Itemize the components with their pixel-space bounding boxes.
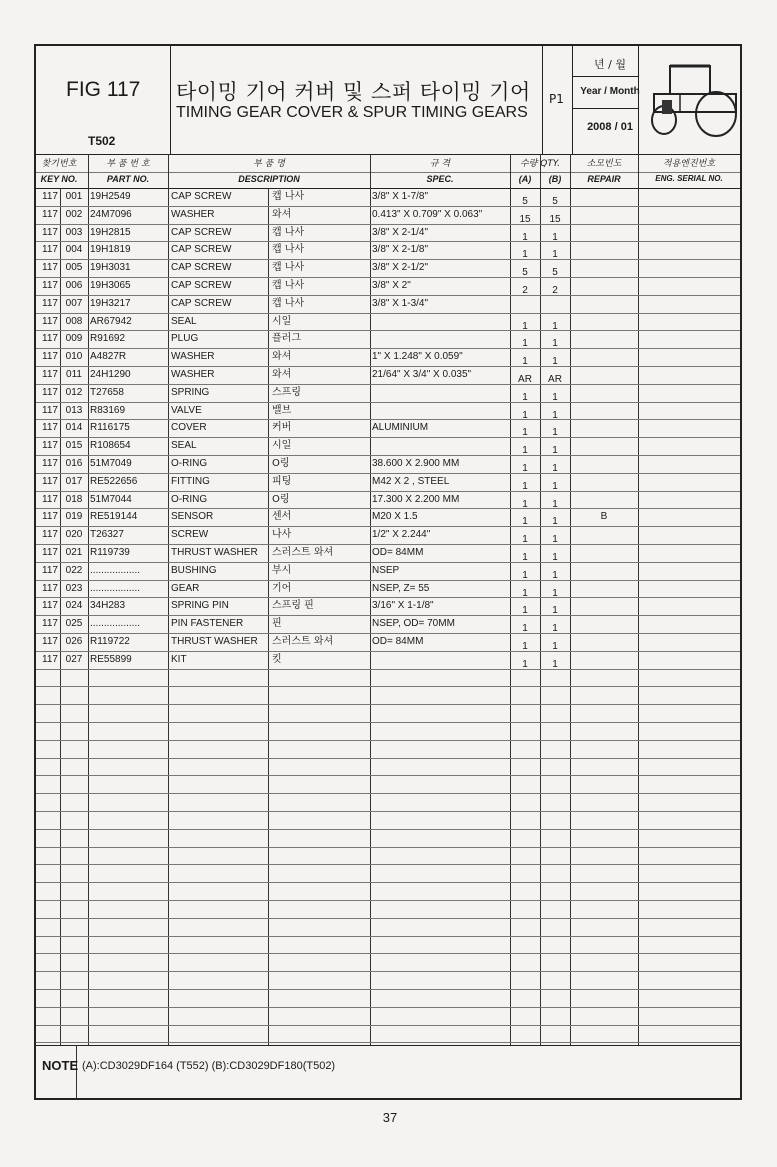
- key-cell: 002: [65, 209, 83, 220]
- key-cell: 017: [65, 476, 83, 487]
- description-cell: O-RING: [171, 494, 208, 505]
- page-code: P1: [549, 92, 564, 106]
- key-cell: 009: [65, 333, 83, 344]
- fig-cell: 117: [42, 547, 58, 558]
- qty-b-cell: 5: [552, 267, 558, 278]
- qty-a-cell: 1: [522, 499, 528, 510]
- qty-a-cell: 1: [522, 588, 528, 599]
- description-ko-cell: O링: [272, 494, 290, 505]
- col-spec-ko: 규 격: [429, 159, 451, 169]
- spec-cell: 3/8" X 2-1/8": [372, 244, 429, 255]
- spec-cell: 38.600 X 2.900 MM: [372, 458, 460, 469]
- description-cell: FITTING: [171, 476, 210, 487]
- row-divider: [36, 1025, 740, 1026]
- fig-cell: 117: [42, 262, 58, 273]
- description-cell: SEAL: [171, 440, 197, 451]
- col-serial: ENG. SERIAL NO.: [655, 174, 723, 183]
- row-divider: [36, 864, 740, 865]
- qty-b-cell: 1: [552, 499, 558, 510]
- qty-b-cell: 1: [552, 605, 558, 616]
- spec-cell: 1" X 1.248" X 0.059": [372, 351, 463, 362]
- part-no-cell: T26327: [90, 529, 124, 540]
- description-ko-cell: 캡 나사: [272, 244, 305, 255]
- qty-a-cell: AR: [518, 374, 532, 385]
- qty-a-cell: 1: [522, 516, 528, 527]
- description-ko-cell: 캡 나사: [272, 280, 305, 291]
- column-divider: [570, 154, 571, 1045]
- title-english: TIMING GEAR COVER & SPUR TIMING GEARS: [176, 104, 528, 121]
- note-label: NOTE: [42, 1058, 79, 1073]
- part-no-cell: 19H3217: [90, 298, 131, 309]
- spec-cell: 21/64" X 3/4" X 0.035": [372, 369, 472, 380]
- description-cell: THRUST WASHER: [171, 547, 258, 558]
- description-cell: KIT: [171, 654, 187, 665]
- row-divider: [36, 1042, 740, 1043]
- part-no-cell: R116175: [90, 422, 130, 433]
- fig-cell: 117: [42, 298, 58, 309]
- fig-cell: 117: [42, 440, 58, 451]
- column-divider: [370, 154, 371, 1045]
- description-cell: COVER: [171, 422, 207, 433]
- qty-b-cell: 1: [552, 392, 558, 403]
- spec-cell: 3/8" X 2-1/4": [372, 227, 429, 238]
- description-cell: GEAR: [171, 583, 200, 594]
- row-divider: [36, 918, 740, 919]
- part-no-cell: 19H1819: [90, 244, 131, 255]
- part-no-cell: 51M7049: [90, 458, 132, 469]
- qty-a-cell: 1: [522, 410, 528, 421]
- description-cell: VALVE: [171, 405, 202, 416]
- spec-cell: OD= 84MM: [372, 636, 424, 647]
- fig-cell: 117: [42, 333, 58, 344]
- column-divider: [88, 154, 89, 1045]
- row-divider: [36, 989, 740, 990]
- fig-cell: 117: [42, 636, 58, 647]
- description-ko-cell: 와셔: [272, 209, 292, 220]
- description-ko-cell: 플러그: [272, 333, 301, 344]
- part-no-cell: ..................: [90, 583, 141, 594]
- col-part-ko: 부 품 번 호: [106, 159, 150, 169]
- qty-a-cell: 1: [522, 481, 528, 492]
- part-no-cell: 19H3065: [90, 280, 131, 291]
- part-no-cell: AR67942: [90, 316, 132, 327]
- description-ko-cell: 캡 나사: [272, 227, 305, 238]
- description-cell: PLUG: [171, 333, 199, 344]
- qty-b-cell: 5: [552, 196, 558, 207]
- qty-b-cell: 1: [552, 338, 558, 349]
- fig-cell: 117: [42, 654, 58, 665]
- description-ko-cell: 캡 나사: [272, 262, 305, 273]
- description-cell: WASHER: [171, 209, 215, 220]
- description-cell: WASHER: [171, 369, 215, 380]
- description-cell: CAP SCREW: [171, 191, 232, 202]
- qty-b-cell: 1: [552, 481, 558, 492]
- spec-cell: M20 X 1.5: [372, 511, 418, 522]
- part-no-cell: R91692: [90, 333, 126, 344]
- spec-cell: 1/2" X 2.244": [372, 529, 431, 540]
- key-cell: 020: [65, 529, 83, 540]
- row-divider: [36, 829, 740, 830]
- part-no-cell: 51M7044: [90, 494, 132, 505]
- qty-a-cell: 15: [519, 214, 531, 225]
- key-cell: 008: [65, 316, 83, 327]
- qty-b-cell: 1: [552, 623, 558, 634]
- qty-a-cell: 1: [522, 338, 528, 349]
- key-cell: 025: [65, 618, 83, 629]
- row-divider: [36, 704, 740, 705]
- qty-a-cell: 1: [522, 623, 528, 634]
- spec-cell: 3/16" X 1-1/8": [372, 600, 434, 611]
- description-ko-cell: 시일: [272, 316, 292, 327]
- fig-cell: 117: [42, 583, 58, 594]
- description-ko-cell: 나사: [272, 529, 292, 540]
- part-no-cell: 19H3031: [90, 262, 131, 273]
- qty-a-cell: 1: [522, 534, 528, 545]
- fig-cell: 117: [42, 369, 58, 380]
- tractor-icon: [640, 54, 740, 144]
- qty-a-cell: 1: [522, 392, 528, 403]
- description-ko-cell: 센서: [272, 511, 292, 522]
- key-cell: 021: [65, 547, 83, 558]
- note-text: (A):CD3029DF164 (T552) (B):CD3029DF180(T502): [82, 1060, 336, 1072]
- year-month-value: 2008 / 01: [587, 121, 633, 133]
- figure-number: FIG 117: [66, 78, 141, 101]
- qty-b-cell: AR: [548, 374, 562, 385]
- qty-a-cell: 1: [522, 445, 528, 456]
- fig-cell: 117: [42, 494, 58, 505]
- part-no-cell: 19H2549: [90, 191, 131, 202]
- spec-cell: 3/8" X 1-7/8": [372, 191, 429, 202]
- description-ko-cell: 와셔: [272, 369, 292, 380]
- qty-a-cell: 2: [522, 285, 528, 296]
- qty-a-cell: 1: [522, 356, 528, 367]
- spec-cell: M42 X 2 , STEEL: [372, 476, 450, 487]
- description-cell: SENSOR: [171, 511, 214, 522]
- fig-cell: 117: [42, 227, 58, 238]
- part-no-cell: T27658: [90, 387, 124, 398]
- row-divider: [36, 900, 740, 901]
- qty-b-cell: 1: [552, 249, 558, 260]
- fig-cell: 117: [42, 565, 58, 576]
- col-spec: SPEC.: [426, 174, 454, 184]
- spec-cell: 3/8" X 1-3/4": [372, 298, 429, 309]
- description-ko-cell: 스프링 핀: [272, 600, 314, 611]
- key-cell: 013: [65, 405, 83, 416]
- column-divider: [168, 154, 169, 1045]
- col-key-ko: 찾기번호: [41, 159, 77, 169]
- qty-a-cell: 5: [522, 267, 528, 278]
- fig-cell: 117: [42, 422, 58, 433]
- qty-b-cell: 1: [552, 570, 558, 581]
- key-cell: 016: [65, 458, 83, 469]
- row-divider: [36, 758, 740, 759]
- fig-cell: 117: [42, 280, 58, 291]
- key-cell: 004: [65, 244, 83, 255]
- repair-cell: B: [600, 511, 608, 522]
- key-cell: 014: [65, 422, 83, 433]
- spec-cell: 3/8" X 2": [372, 280, 411, 291]
- spec-cell: 3/8" X 2-1/2": [372, 262, 429, 273]
- fig-cell: 117: [42, 618, 58, 629]
- description-ko-cell: 스러스트 와셔: [272, 636, 334, 647]
- fig-cell: 117: [42, 529, 58, 540]
- description-ko-cell: 캡 나사: [272, 191, 305, 202]
- spec-cell: NSEP, OD= 70MM: [372, 618, 455, 629]
- col-serial-ko: 적용엔진번호: [662, 159, 716, 169]
- qty-b-cell: 1: [552, 427, 558, 438]
- description-ko-cell: 핀: [272, 618, 282, 629]
- key-cell: 019: [65, 511, 83, 522]
- description-cell: THRUST WASHER: [171, 636, 258, 647]
- column-divider: [268, 188, 269, 1045]
- fig-cell: 117: [42, 244, 58, 255]
- spec-cell: NSEP: [372, 565, 400, 576]
- row-divider: [36, 1007, 740, 1008]
- description-ko-cell: 시일: [272, 440, 292, 451]
- description-ko-cell: 스러스트 와셔: [272, 547, 334, 558]
- col-desc-ko: 부 품 명: [253, 159, 285, 169]
- qty-b-cell: 1: [552, 356, 558, 367]
- qty-b-cell: 1: [552, 232, 558, 243]
- key-cell: 006: [65, 280, 83, 291]
- row-divider: [36, 740, 740, 741]
- year-month-label: Year / Month: [580, 86, 640, 97]
- col-desc: DESCRIPTION: [238, 174, 300, 184]
- fig-cell: 117: [42, 405, 58, 416]
- part-no-cell: R83169: [90, 405, 126, 416]
- qty-a-cell: 1: [522, 641, 528, 652]
- model-code: T502: [88, 134, 116, 148]
- description-cell: SCREW: [171, 529, 209, 540]
- qty-b-cell: 1: [552, 516, 558, 527]
- description-cell: WASHER: [171, 351, 215, 362]
- description-ko-cell: 캡 나사: [272, 298, 305, 309]
- qty-b-cell: 1: [552, 410, 558, 421]
- description-ko-cell: 커버: [272, 422, 292, 433]
- part-no-cell: 19H2815: [90, 227, 131, 238]
- row-divider: [36, 793, 740, 794]
- row-divider: [36, 775, 740, 776]
- key-cell: 026: [65, 636, 83, 647]
- qty-a-cell: 1: [522, 232, 528, 243]
- column-divider: [638, 154, 639, 1045]
- row-divider: [36, 686, 740, 687]
- col-qty-b: (B): [548, 174, 562, 184]
- fig-cell: 117: [42, 209, 58, 220]
- qty-a-cell: 1: [522, 552, 528, 563]
- description-ko-cell: 부시: [272, 565, 292, 576]
- col-repair: REPAIR: [587, 174, 621, 184]
- part-no-cell: RE55899: [90, 654, 132, 665]
- spec-cell: ALUMINIUM: [372, 422, 429, 433]
- qty-a-cell: 1: [522, 605, 528, 616]
- qty-a-cell: 1: [522, 427, 528, 438]
- key-cell: 015: [65, 440, 83, 451]
- qty-a-cell: 5: [522, 196, 528, 207]
- description-cell: CAP SCREW: [171, 244, 232, 255]
- description-cell: SPRING: [171, 387, 210, 398]
- part-no-cell: ..................: [90, 565, 141, 576]
- part-no-cell: R119739: [90, 547, 130, 558]
- qty-a-cell: 1: [522, 249, 528, 260]
- key-cell: 003: [65, 227, 83, 238]
- description-cell: SEAL: [171, 316, 197, 327]
- spec-cell: OD= 84MM: [372, 547, 424, 558]
- description-cell: CAP SCREW: [171, 262, 232, 273]
- description-cell: CAP SCREW: [171, 227, 232, 238]
- key-cell: 011: [66, 369, 82, 380]
- spec-cell: 0.413" X 0.709" X 0.063": [372, 209, 483, 220]
- qty-b-cell: 1: [552, 588, 558, 599]
- qty-b-cell: 1: [552, 641, 558, 652]
- page-number: 37: [382, 1110, 398, 1125]
- qty-b-cell: 1: [552, 321, 558, 332]
- fig-cell: 117: [42, 316, 58, 327]
- row-divider: [36, 971, 740, 972]
- row-divider: [36, 953, 740, 954]
- title-korean: 타이밍 기어 커버 및 스퍼 타이밍 기어: [176, 80, 531, 104]
- spec-cell: NSEP, Z= 55: [372, 583, 430, 594]
- part-no-cell: 34H283: [90, 600, 126, 611]
- part-no-cell: RE519144: [90, 511, 138, 522]
- description-cell: PIN FASTENER: [171, 618, 244, 629]
- row-divider: [36, 669, 740, 670]
- qty-a-cell: 1: [522, 570, 528, 581]
- row-divider: [36, 847, 740, 848]
- fig-cell: 117: [42, 476, 58, 487]
- spec-cell: 17.300 X 2.200 MM: [372, 494, 460, 505]
- qty-a-cell: 1: [522, 463, 528, 474]
- description-ko-cell: 피팅: [272, 476, 292, 487]
- fig-cell: 117: [42, 458, 58, 469]
- key-cell: 022: [65, 565, 83, 576]
- key-cell: 024: [65, 600, 83, 611]
- col-qty-ko: 수량 QTY.: [519, 159, 561, 169]
- qty-b-cell: 1: [552, 534, 558, 545]
- part-no-cell: A4827R: [90, 351, 127, 362]
- description-ko-cell: 스프링: [272, 387, 301, 398]
- col-key: KEY NO.: [40, 174, 78, 184]
- description-cell: CAP SCREW: [171, 298, 232, 309]
- key-cell: 005: [65, 262, 83, 273]
- description-ko-cell: O링: [272, 458, 290, 469]
- key-cell: 010: [65, 351, 83, 362]
- row-divider: [36, 722, 740, 723]
- description-ko-cell: 밸브: [272, 405, 292, 416]
- description-cell: O-RING: [171, 458, 208, 469]
- fig-cell: 117: [42, 600, 58, 611]
- part-no-cell: 24M7096: [90, 209, 132, 220]
- col-qty-a: (A): [518, 174, 532, 184]
- col-repair-ko: 소모빈도: [586, 159, 622, 169]
- row-divider: [36, 936, 740, 937]
- part-no-cell: 24H1290: [90, 369, 131, 380]
- description-ko-cell: 기어: [272, 583, 292, 594]
- qty-a-cell: 1: [522, 321, 528, 332]
- qty-b-cell: 2: [552, 285, 558, 296]
- description-cell: SPRING PIN: [171, 600, 229, 611]
- key-cell: 027: [65, 654, 83, 665]
- fig-cell: 117: [42, 191, 58, 202]
- part-no-cell: R119722: [90, 636, 130, 647]
- part-no-cell: RE522656: [90, 476, 138, 487]
- fig-cell: 117: [42, 387, 58, 398]
- key-cell: 001: [65, 191, 83, 202]
- key-cell: 012: [65, 387, 83, 398]
- description-ko-cell: 킷: [272, 654, 282, 665]
- catalog-header: [36, 46, 740, 154]
- description-ko-cell: 와셔: [272, 351, 292, 362]
- year-month-label-ko: 년 / 월: [594, 58, 626, 71]
- part-no-cell: ..................: [90, 618, 141, 629]
- qty-b-cell: 15: [549, 214, 561, 225]
- row-divider: [36, 882, 740, 883]
- row-divider: [36, 811, 740, 812]
- qty-a-cell: 1: [522, 659, 528, 670]
- description-cell: BUSHING: [171, 565, 217, 576]
- fig-cell: 117: [42, 351, 58, 362]
- part-no-cell: R108654: [90, 440, 131, 451]
- key-cell: 007: [65, 298, 83, 309]
- qty-b-cell: 1: [552, 463, 558, 474]
- key-cell: 023: [65, 583, 83, 594]
- description-cell: CAP SCREW: [171, 280, 232, 291]
- key-cell: 018: [65, 494, 83, 505]
- col-part: PART NO.: [106, 174, 150, 184]
- qty-b-cell: 1: [552, 659, 558, 670]
- qty-b-cell: 1: [552, 445, 558, 456]
- fig-cell: 117: [42, 511, 58, 522]
- qty-b-cell: 1: [552, 552, 558, 563]
